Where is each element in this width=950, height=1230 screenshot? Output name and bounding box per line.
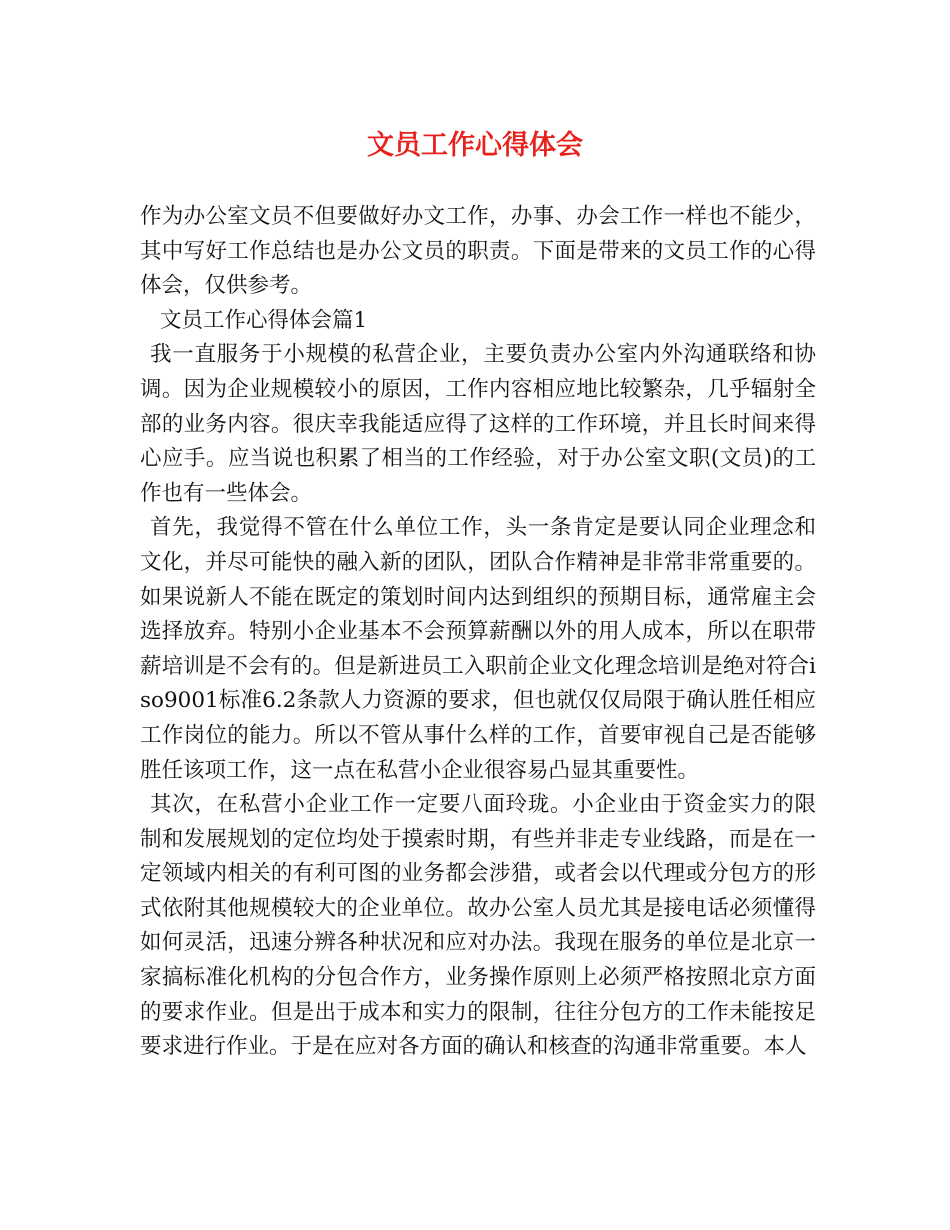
intro-paragraph: 作为办公室文员不但要做好办文工作，办事、办会工作一样也不能少，其中写好工作总结也是办公文员的职责。下面是带来的文员工作的心得体会，仅供参考。 bbox=[140, 204, 816, 299]
body-paragraph-3: 其次，在私营小企业工作一定要八面玲珑。小企业由于资金实力的限制和发展规划的定位均处于摸索时期，有些并非走专业线路，而是在一定领域内相关的有利可图的业务都会涉猎，或者会以代理或分包方的形式依附其他规模较大的企业单位。故办公室人员尤其是接电话必须懂得如何灵活，迅速分辨各种状况和应对办法。我现在服务的单位是北京一家搞标准化机构的分包合作方，业务操作原则上必须严格按照北京方面的要求作业。但是出于成本和实力的限制，往往分包方的工作未能按足要求进行作业。于是在应对各方面的确认和核查的沟通非常重要。本人 bbox=[140, 792, 816, 1060]
document-body bbox=[140, 200, 816, 1065]
document-title: 文员工作心得体会 bbox=[367, 130, 583, 161]
body-paragraph-1: 我一直服务于小规模的私营企业，主要负责办公室内外沟通联络和协调。因为企业规模较小的原因，工作内容相应地比较繁杂，几乎辐射全部的业务内容。很庆幸我能适应得了这样的工作环境，并且长时间来得心应手。应当说也积累了相当的工作经验，对于办公室文职(文员)的工作也有一些体会。 bbox=[140, 342, 816, 506]
section-heading: 文员工作心得体会篇1 bbox=[160, 307, 368, 333]
body-paragraph-2: 首先，我觉得不管在什么单位工作，头一条肯定是要认同企业理念和文化，并尽可能快的融入新的团队，团队合作精神是非常非常重要的。如果说新人不能在既定的策划时间内达到组织的预期目标，通常雇主会选择放弃。特别小企业基本不会预算薪酬以外的用人成本，所以在职带薪培训是不会有的。但是新进员工入职前企业文化理念培训是绝对符合iso9001标准6.2条款人力资源的要求，但也就仅仅局限于确认胜任相应工作岗位的能力。所以不管从事什么样的工作，首要审视自己是否能够胜任该项工作，这一点在私营小企业很容易凸显其重要性。 bbox=[140, 515, 816, 783]
